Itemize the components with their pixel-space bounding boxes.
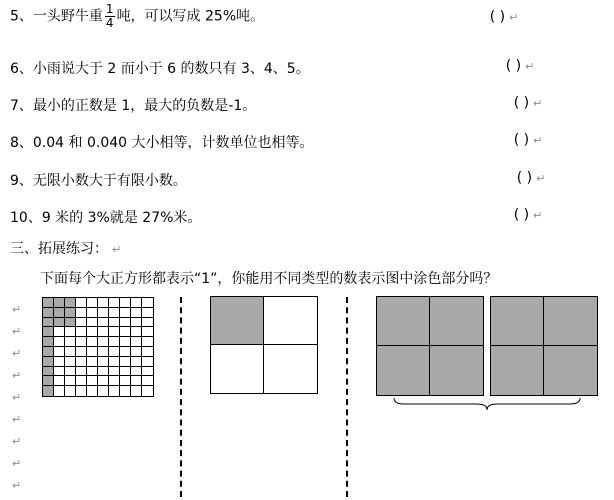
answer-blank-7[interactable]: ( ) ↵ <box>513 95 543 111</box>
grid-cell <box>120 327 131 337</box>
grid-cell <box>131 367 142 377</box>
shaded-cell <box>43 386 54 396</box>
grid-cell <box>76 298 87 308</box>
answer-blank-6[interactable]: ( ) ↵ <box>505 58 535 74</box>
shaded-cell <box>65 308 76 318</box>
grid-cell <box>98 386 109 396</box>
shaded-quarter <box>377 297 430 346</box>
question-8: 8、0.04 和 0.040 大小相等，计数单位也相等。 <box>10 135 314 151</box>
grid-cell <box>54 347 65 357</box>
grid-cell <box>76 357 87 367</box>
question-5-text-before: 5、一头野牛重 <box>10 8 103 25</box>
grid-cell <box>131 318 142 328</box>
grid-cell <box>142 337 153 347</box>
grid-cell <box>65 347 76 357</box>
grid-cell <box>120 298 131 308</box>
grid-cell <box>65 327 76 337</box>
grid-cell <box>98 367 109 377</box>
unshaded-quarter <box>264 297 317 345</box>
paragraph-mark: ↵ <box>12 413 22 426</box>
grid-cell <box>98 327 109 337</box>
grid-cell <box>87 367 98 377</box>
question-9: 9、无限小数大于有限小数。 <box>10 173 187 189</box>
grid-cell <box>109 308 120 318</box>
shaded-cell <box>43 376 54 386</box>
shaded-quarter <box>491 297 544 346</box>
grid-cell <box>131 357 142 367</box>
dashed-divider-right <box>346 297 348 497</box>
question-6: 6、小雨说大于 2 而小于 6 的数只有 3、4、5。 <box>10 61 310 77</box>
grid-cell <box>76 347 87 357</box>
dashed-divider-left <box>180 297 182 497</box>
grid-cell <box>142 308 153 318</box>
grid-cell <box>54 386 65 396</box>
grid-cell <box>54 376 65 386</box>
shaded-cell <box>43 298 54 308</box>
grid-cell <box>131 327 142 337</box>
grid-cell <box>109 347 120 357</box>
fraction-one-quarter: $\frac{1}{4}$ <box>105 2 114 30</box>
question-7: 7、最小的正数是 1，最大的负数是-1。 <box>10 98 257 114</box>
grid-cell <box>109 367 120 377</box>
shaded-quarter <box>544 346 597 395</box>
grid-cell <box>142 327 153 337</box>
grid-cell <box>142 318 153 328</box>
shaded-cell <box>43 347 54 357</box>
grid-cell <box>54 337 65 347</box>
paragraph-mark: ↵ <box>12 347 22 360</box>
grid-cell <box>87 308 98 318</box>
answer-blank-5[interactable]: ( ) ↵ <box>489 9 519 25</box>
shaded-cell <box>65 298 76 308</box>
grid-cell <box>76 327 87 337</box>
shaded-cell <box>43 308 54 318</box>
section-title: 三、拓展练习： ↵ <box>10 241 122 257</box>
grid-cell <box>142 357 153 367</box>
grid-cell <box>65 376 76 386</box>
shaded-quarter <box>377 346 430 395</box>
grid-cell <box>109 318 120 328</box>
shaded-quarter <box>491 346 544 395</box>
shaded-cell <box>54 318 65 328</box>
grid-cell <box>98 376 109 386</box>
paragraph-mark: ↵ <box>12 457 22 470</box>
quarter-square-figure <box>210 296 318 394</box>
shaded-cell <box>43 337 54 347</box>
grid-cell <box>131 337 142 347</box>
paragraph-mark: ↵ <box>12 325 22 338</box>
answer-blank-10[interactable]: ( ) ↵ <box>513 207 543 223</box>
grid-cell <box>87 376 98 386</box>
paragraph-mark: ↵ <box>12 391 22 404</box>
paragraph-mark: ↵ <box>12 435 22 448</box>
grid-cell <box>131 298 142 308</box>
shaded-cell <box>65 318 76 328</box>
question-5 <box>10 3 264 30</box>
grid-cell <box>98 337 109 347</box>
grid-cell <box>76 376 87 386</box>
unshaded-quarter <box>211 345 264 393</box>
grid-cell <box>98 357 109 367</box>
grid-cell <box>87 318 98 328</box>
grid-cell <box>109 357 120 367</box>
grid-cell <box>76 337 87 347</box>
grid-cell <box>120 376 131 386</box>
shaded-quarter <box>430 346 483 395</box>
grid-cell <box>142 347 153 357</box>
grid-cell <box>109 337 120 347</box>
grid-cell <box>76 318 87 328</box>
shaded-quarter <box>430 297 483 346</box>
instruction-text: 下面每个大正方形都表示“1”，你能用不同类型的数表示图中涂色部分吗？ <box>40 271 498 287</box>
grid-cell <box>109 327 120 337</box>
grid-cell <box>87 386 98 396</box>
shaded-quarter <box>211 297 264 345</box>
grid-cell <box>131 376 142 386</box>
paragraph-mark: ↵ <box>12 303 22 316</box>
grid-cell <box>120 357 131 367</box>
grid-cell <box>142 376 153 386</box>
grid-cell <box>120 337 131 347</box>
grid-cell <box>120 367 131 377</box>
grid-cell <box>65 386 76 396</box>
grid-cell <box>142 386 153 396</box>
grid-cell <box>87 298 98 308</box>
grid-cell <box>120 308 131 318</box>
answer-blank-8[interactable]: ( ) ↵ <box>513 132 543 148</box>
grid-cell <box>109 386 120 396</box>
grid-cell <box>131 308 142 318</box>
grid-cell <box>120 347 131 357</box>
shaded-cell <box>54 308 65 318</box>
grid-cell <box>87 337 98 347</box>
curly-brace <box>392 396 582 412</box>
shaded-cell <box>43 357 54 367</box>
grid-cell <box>87 327 98 337</box>
grid-cell <box>120 318 131 328</box>
grid-cell <box>98 298 109 308</box>
full-square-figure-2 <box>490 296 598 396</box>
shaded-cell <box>43 327 54 337</box>
grid-cell <box>76 367 87 377</box>
grid-cell <box>76 308 87 318</box>
unshaded-quarter <box>264 345 317 393</box>
grid-cell <box>142 367 153 377</box>
grid-cell <box>65 357 76 367</box>
grid-cell <box>131 347 142 357</box>
shaded-quarter <box>544 297 597 346</box>
paragraph-mark: ↵ <box>12 369 22 382</box>
grid-cell <box>65 367 76 377</box>
shaded-cell <box>43 318 54 328</box>
grid-cell <box>76 386 87 396</box>
grid-cell <box>65 337 76 347</box>
answer-blank-9[interactable]: ( ) ↵ <box>516 170 546 186</box>
hundred-grid-figure <box>42 297 154 397</box>
question-10: 10、9 米的 3%就是 27%米。 <box>10 210 202 226</box>
paragraph-mark: ↵ <box>12 479 22 492</box>
grid-cell <box>54 357 65 367</box>
full-square-figure-1 <box>376 296 484 396</box>
grid-cell <box>98 308 109 318</box>
grid-cell <box>54 367 65 377</box>
shaded-cell <box>43 367 54 377</box>
question-5-text-after: 吨，可以写成 25%吨。 <box>116 8 265 25</box>
grid-cell <box>142 298 153 308</box>
grid-cell <box>131 386 142 396</box>
shaded-cell <box>54 298 65 308</box>
grid-cell <box>87 347 98 357</box>
grid-cell <box>98 347 109 357</box>
grid-cell <box>109 376 120 386</box>
grid-cell <box>54 327 65 337</box>
grid-cell <box>98 318 109 328</box>
grid-cell <box>87 357 98 367</box>
grid-cell <box>120 386 131 396</box>
grid-cell <box>109 298 120 308</box>
